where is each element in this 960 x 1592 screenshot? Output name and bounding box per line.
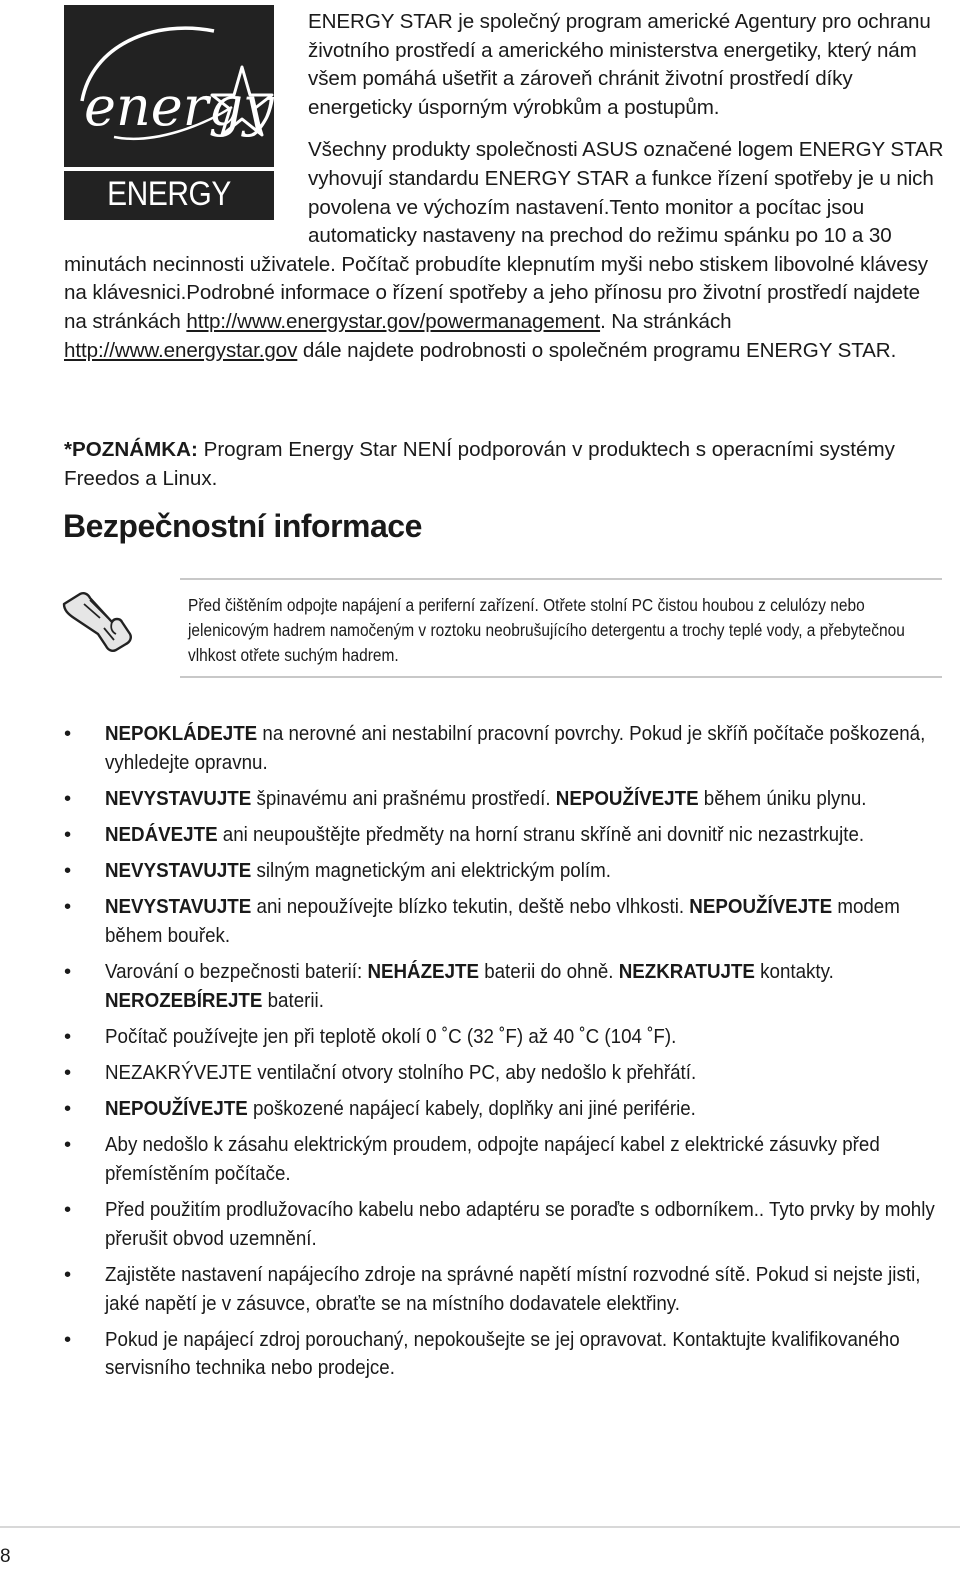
item-text: baterii. [262, 989, 324, 1012]
list-item [64, 720, 944, 777]
item-text: poškozené napájecí kabely, doplňky ani jiné periférie. [247, 1098, 696, 1121]
bullet-icon: • [64, 823, 72, 846]
list-item [64, 1059, 944, 1088]
item-text: špinavému ani prašnému prostředí. [251, 787, 556, 810]
section-heading: Bezpečnostní informace [63, 508, 422, 544]
item-text: silným magnetickým ani elektrickým polím. [251, 860, 611, 883]
list-item [64, 1095, 944, 1124]
list-item [64, 893, 944, 950]
bullet-icon: • [64, 860, 72, 883]
item-text: ani nepoužívejte blízko tekutin, deště nebo vlhkosti. [251, 896, 690, 919]
item-text: NEZAKRÝVEJTE ventilační otvory stolního PC, aby nedošlo k přehřátí. [105, 1062, 697, 1085]
emphasis: NEPOUŽÍVEJTE [555, 787, 699, 810]
bullet-icon: • [64, 1062, 72, 1085]
cleaning-instructions: Před čištěním odpojte napájení a periferní zařízení. Otřete stolní PC čistou houbou z celulózy nebo jelenicovým hadrem namočeným v roztoku neobrušujícího detergentu a trochy teplé vody, a přebytečnou vlhkost otřete suchým hadrem. [188, 595, 905, 665]
safety-list [64, 720, 944, 1391]
emphasis: NEPOKLÁDEJTE [105, 723, 258, 745]
emphasis: NEZKRATUJTE [618, 961, 755, 984]
emphasis: NEPOUŽÍVEJTE [105, 1098, 248, 1121]
bullet-icon: • [64, 896, 72, 919]
item-text: Před použitím prodlužovacího kabelu nebo adaptéru se poraďte s odborníkem.. Tyto prvky by mohly přerušit obvod uzemnění. [105, 1199, 935, 1250]
energy-star-intro: ENERGY STAR je společný program americké Agentury pro ochranu životního prostředí a amerického ministerstva energetiky, který nám všem pomáhá ušetřit a zároveň chránit životní prostředí díky energeticky úsporným výrobkům a postupům. [308, 10, 931, 119]
energystar-link[interactable]: http://www.energystar.gov [64, 338, 298, 362]
list-item [64, 1196, 944, 1253]
list-item [64, 1131, 944, 1188]
logo-script-text: energy [84, 75, 274, 138]
hand-icon [60, 588, 136, 659]
details-text-between: . Na stránkách [600, 309, 732, 333]
energy-star-note [64, 436, 944, 493]
bullet-icon: • [64, 723, 72, 745]
emphasis: NEVYSTAVUJTE [105, 860, 252, 883]
item-text: Varování o bezpečnosti baterií: [105, 961, 368, 984]
bullet-icon: • [64, 1328, 72, 1351]
item-text: Zajistěte nastavení napájecího zdroje na správné napětí místní rozvodné sítě. Pokud si nejste jisti, jaké napětí je v zásuvce, obraťte se na místního dodavatele elektřiny. [105, 1264, 921, 1315]
details-text-end: dále najdete podrobnosti o společném programu ENERGY STAR. [297, 338, 897, 362]
footer-divider [0, 1526, 960, 1528]
page-number: 8 [0, 1546, 11, 1567]
callout-bottom-divider [180, 676, 942, 678]
list-item [64, 1326, 944, 1383]
item-text: modem během bouřek. [105, 896, 900, 947]
emphasis: NEROZEBÍREJTE [105, 989, 263, 1012]
item-text: na nerovné ani nestabilní pracovní povrchy. Pokud je skříň počítače poškozená, vyhledejte opravnu. [105, 723, 926, 774]
emphasis: NEVYSTAVUJTE [105, 787, 252, 810]
bullet-icon: • [64, 961, 72, 984]
emphasis: NEHÁZEJTE [367, 961, 479, 984]
item-text: Pokud je napájecí zdroj porouchaný, nepokoušejte se jej opravovat. Kontaktujte kvalifikovaného servisního technika nebo prodejce. [105, 1328, 900, 1380]
emphasis: NEDÁVEJTE [105, 823, 218, 846]
emphasis: NEPOUŽÍVEJTE [689, 896, 833, 919]
item-text: Počítač používejte jen při teplotě okolí 0 ˚C (32 ˚F) až 40 ˚C (104 ˚F). [105, 1025, 677, 1048]
bullet-icon: • [64, 1025, 72, 1048]
list-item [64, 785, 944, 814]
item-text: baterii do ohně. [478, 961, 619, 984]
list-item [64, 1261, 944, 1318]
list-item [64, 821, 944, 850]
item-text: během úniku plynu. [698, 787, 867, 810]
bullet-icon: • [64, 1134, 72, 1157]
list-item [64, 1023, 944, 1052]
bullet-icon: • [64, 1199, 72, 1222]
note-text: Program Energy Star NENÍ podporován v produktech s operacními systémy Freedos a Linux. [64, 438, 895, 490]
list-item [64, 958, 944, 1015]
item-text: Aby nedošlo k zásahu elektrickým proudem, odpojte napájecí kabel z elektrické zásuvky před přemístěním počítače. [105, 1134, 880, 1186]
logo-label: ENERGY STAR [107, 175, 231, 252]
callout-top-divider [180, 578, 942, 580]
details-text: Všechny produkty společnosti ASUS označené logem ENERGY STAR vyhovují standardu ENERGY STAR a funkce řízení spotřeby je u nich povolena ve výchozím nastavení.Tento monitor a pocítac jsou automaticky nastaveny na prechod do režimu spánku po 10 a 30 minutách necinnosti uživatele. Počítač probudíte klepnutím myši nebo stiskem libovolné klávesy na klávesnici.Podrobné informace o řízení spotřeby a jeho přínosu pro životní prostředí najdete na stránkách [64, 138, 944, 333]
item-text: ani neupouštějte předměty na horní stranu skříně ani dovnitř nic nezastrkujte. [217, 823, 865, 846]
bullet-icon: • [64, 787, 72, 810]
bullet-icon: • [64, 1098, 72, 1121]
note-prefix: *POZNÁMKA: [64, 438, 198, 461]
power-management-link[interactable]: http://www.energystar.gov/powermanagement [186, 309, 601, 333]
emphasis: NEVYSTAVUJTE [105, 896, 252, 919]
bullet-icon: • [64, 1264, 72, 1287]
list-item [64, 857, 944, 886]
energy-star-section [64, 8, 944, 365]
item-text: kontakty. [754, 961, 834, 984]
